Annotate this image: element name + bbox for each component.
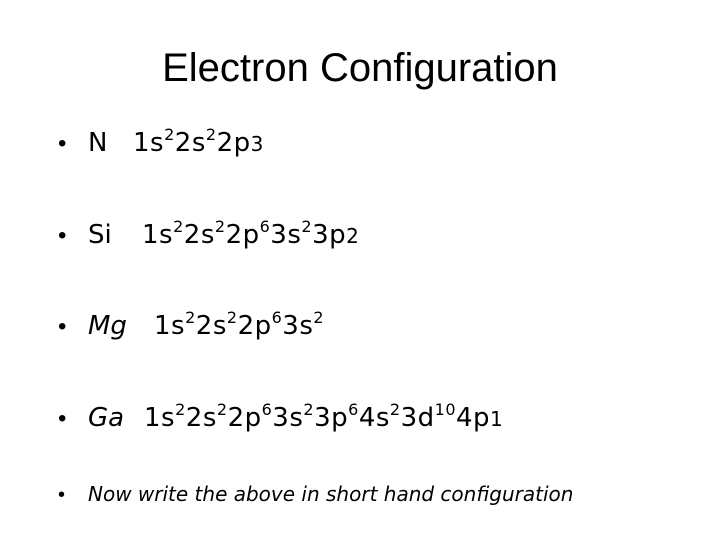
bullet-dot: • (58, 130, 67, 157)
electron-count-superscript: 2 (175, 400, 186, 419)
bullet-dot: • (58, 313, 67, 340)
electron-configuration (154, 308, 325, 341)
bullet-item-si (58, 217, 360, 250)
element-symbol: Si (88, 220, 112, 250)
electron-count-superscript: 2 (205, 125, 217, 144)
orbital: 2p (237, 311, 272, 341)
electron-count-superscript: 2 (185, 308, 196, 327)
electron-count-superscript: 2 (389, 400, 401, 419)
orbital: 1s (154, 311, 186, 341)
electron-count-superscript: 6 (259, 217, 271, 236)
orbital: 2s (183, 220, 215, 250)
orbital: 1s (142, 220, 174, 250)
bullet-item-ga (58, 400, 504, 433)
bullet-item-n (58, 125, 264, 158)
electron-count-superscript: 2 (301, 217, 313, 236)
electron-count-superscript: 6 (348, 400, 359, 419)
electron-configuration (144, 400, 504, 433)
electron-count-small: 3 (250, 132, 264, 156)
element-symbol: N (88, 128, 108, 158)
electron-count-small: 2 (346, 224, 360, 248)
electron-count-superscript: 10 (434, 400, 456, 419)
orbital: 3s (272, 403, 304, 433)
orbital: 3d (400, 403, 435, 433)
electron-configuration (133, 125, 264, 158)
electron-count-superscript: 6 (271, 308, 283, 327)
orbital: 2p (227, 403, 262, 433)
electron-count-superscript: 2 (173, 217, 184, 236)
electron-count-small: 1 (490, 407, 504, 431)
electron-configuration (142, 217, 360, 250)
element-symbol: Ga (88, 403, 125, 433)
orbital: 4s (358, 403, 390, 433)
bullet-dot: • (58, 222, 67, 249)
electron-count-superscript: 2 (313, 308, 325, 327)
electron-count-superscript: 2 (214, 217, 226, 236)
element-symbol: Mg (88, 311, 127, 341)
orbital: 3p (314, 403, 349, 433)
bullet-dot: • (58, 405, 67, 432)
electron-count-superscript: 6 (261, 400, 273, 419)
electron-count-superscript: 2 (216, 400, 228, 419)
slide-title: Electron Configuration (162, 46, 558, 90)
orbital: 1s (133, 128, 165, 158)
electron-count-superscript: 2 (303, 400, 315, 419)
bullet-item-instruction (58, 482, 573, 507)
orbital: 3p (312, 220, 347, 250)
orbital: 3s (270, 220, 302, 250)
orbital: 2p (216, 128, 251, 158)
orbital: 3s (282, 311, 314, 341)
electron-count-superscript: 2 (164, 125, 175, 144)
electron-count-superscript: 2 (226, 308, 238, 327)
orbital: 1s (144, 403, 176, 433)
orbital: 4p (456, 403, 491, 433)
bullet-dot: • (58, 484, 66, 506)
orbital: 2s (185, 403, 217, 433)
orbital: 2s (174, 128, 206, 158)
orbital: 2p (225, 220, 260, 250)
instruction-text: Now write the above in short hand configuration (88, 482, 574, 506)
orbital: 2s (195, 311, 227, 341)
bullet-item-mg (58, 308, 325, 341)
